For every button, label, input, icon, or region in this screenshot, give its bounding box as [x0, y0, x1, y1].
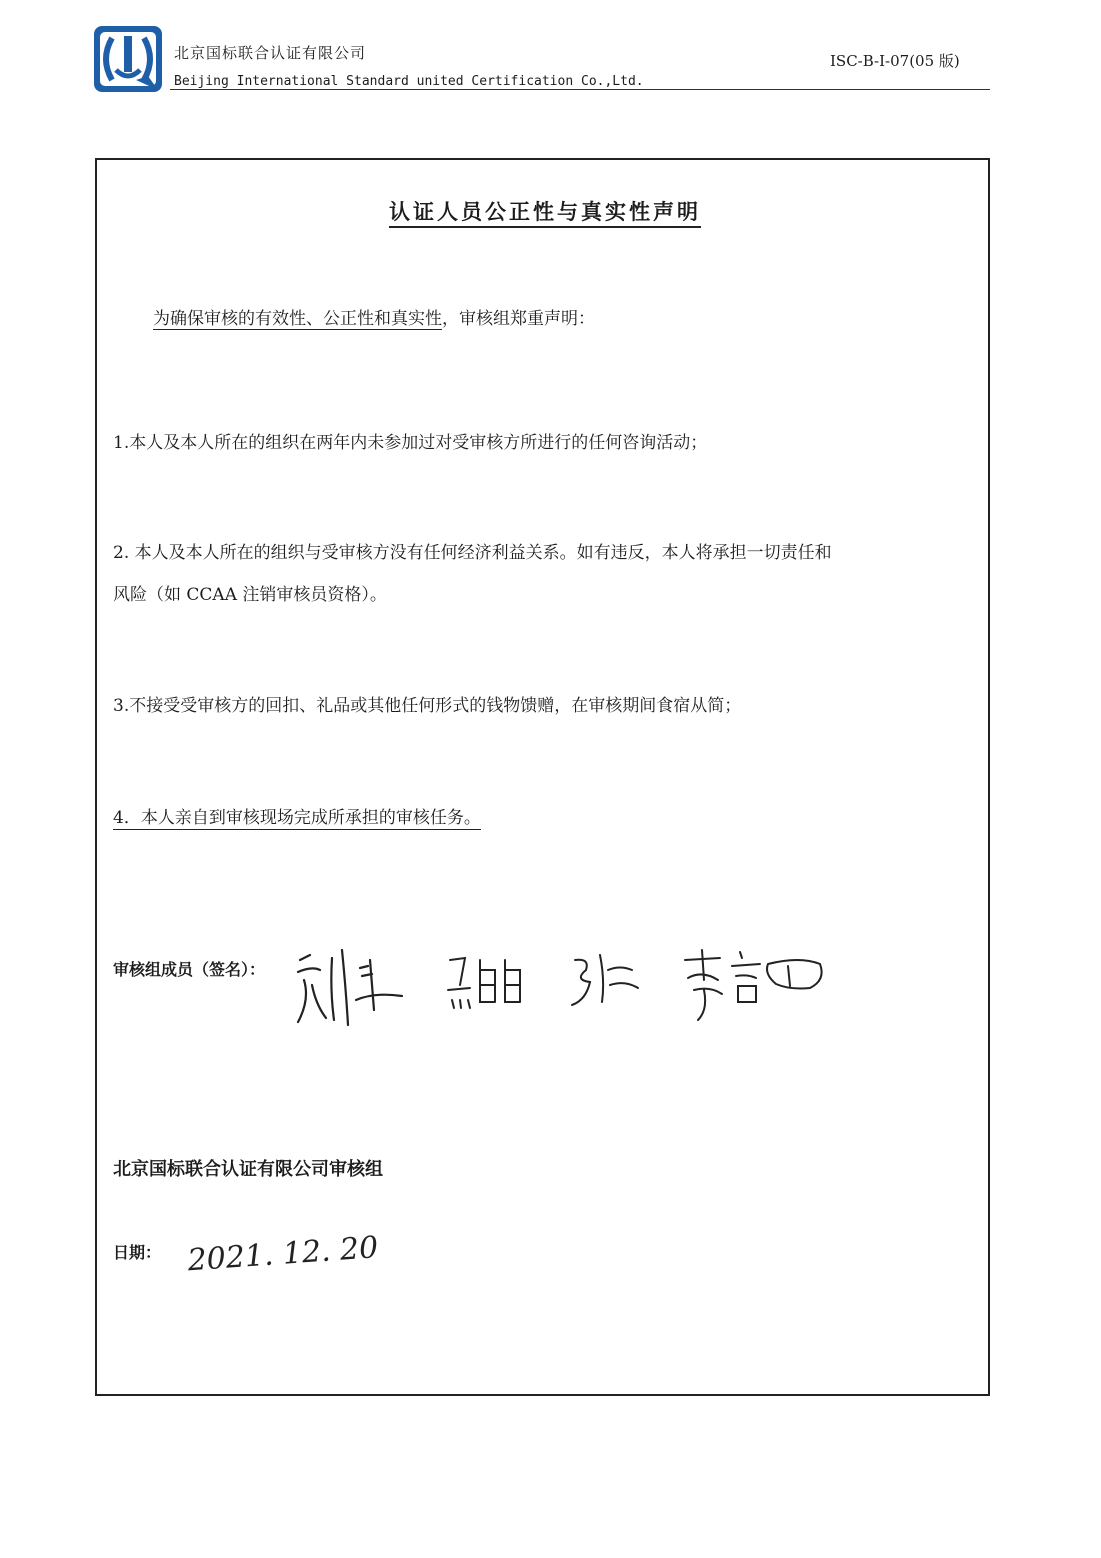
- intro-paragraph: [153, 304, 595, 329]
- signature-1: [298, 950, 402, 1025]
- signature-label: 审核组成员（签名）：: [113, 960, 266, 979]
- document-code: ISC-B-I-07(05 版): [830, 52, 960, 70]
- intro-rest-text: ，审核组郑重声明：: [442, 309, 595, 329]
- document-title: 认证人员公正性与真实性声明: [389, 199, 701, 228]
- company-name-cn: 北京国标联合认证有限公司: [174, 44, 367, 62]
- declaration-item-3: 3.不接受受审核方的回扣、礼品或其他任何形式的钱物馈赠，在审核期间食宿从简；: [113, 696, 742, 716]
- declaration-item-4: 4．本人亲自到审核现场完成所承担的审核任务。: [113, 803, 481, 830]
- handwritten-signatures: [290, 930, 830, 1040]
- company-logo-icon: [92, 24, 164, 94]
- header-divider: [170, 89, 990, 90]
- declaration-item-1: 1.本人及本人所在的组织在两年内未参加过对受审核方所进行的任何咨询活动；: [113, 433, 708, 453]
- signature-3: [572, 955, 638, 1005]
- signature-4: [685, 950, 822, 1020]
- date-value: 2021. 12. 20: [186, 1230, 380, 1279]
- company-name-en: Beijing International Standard united Certification Co.,Ltd.: [174, 74, 644, 89]
- date-label: 日期：: [113, 1243, 162, 1262]
- title-container: [360, 196, 730, 226]
- handwritten-date: [180, 1222, 400, 1282]
- signature-2: [448, 958, 520, 1008]
- declaration-item-2-line-2: 风险（如 CCAA 注销审核员资格）。: [113, 585, 387, 605]
- declaration-item-2-line-1: 2. 本人及本人所在的组织与受审核方没有任何经济利益关系。如有违反，本人将承担一切责任和: [113, 543, 832, 563]
- page-header: [0, 0, 1101, 110]
- organization-name: 北京国标联合认证有限公司审核组: [113, 1159, 383, 1180]
- declaration-frame: [95, 158, 990, 1396]
- intro-underlined-text: 为确保审核的有效性、公正性和真实性: [153, 309, 442, 329]
